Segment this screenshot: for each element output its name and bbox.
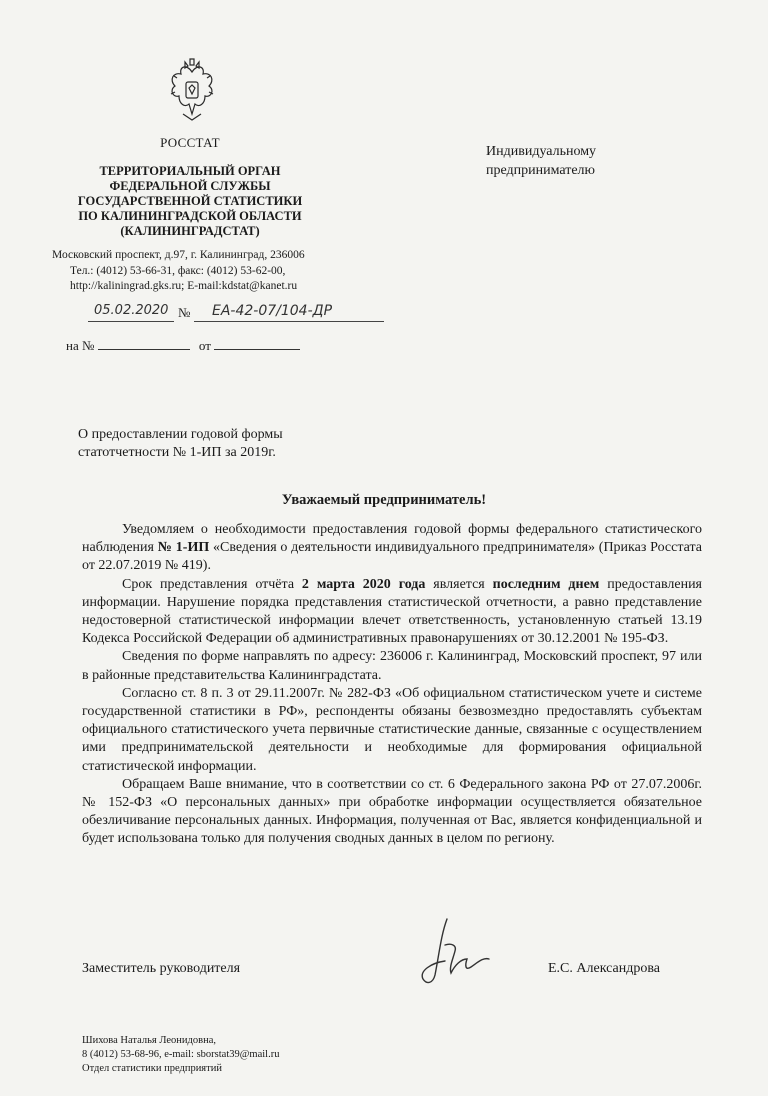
letter-body (82, 521, 702, 849)
text-run: предоставления информации. Нарушение порядка представления статистической отчетности, а равно представление недостоверной статистической информации влечет ответственность, установленную статьей 13.19 Кодекса Российской Федерации об административных правонарушениях от 30.12.2001 № 195-ФЗ. (82, 576, 702, 647)
subject-line: статотчетности № 1-ИП за 2019г. (78, 445, 276, 460)
subject-line: О предоставлении годовой формы (78, 427, 283, 442)
incoming-reference (66, 338, 300, 354)
deadline-date: 2 марта 2020 года (301, 576, 426, 592)
greeting: Уважаемый предприниматель! (281, 492, 487, 508)
text-run: Уведомляем о необходимости предоставления годовой формы федерального статистического наблюдения (82, 522, 702, 556)
body-paragraph: Обращаем Ваше внимание, что в соответствии со ст. 6 Федерального закона РФ от 27.07.2006г. № 152-ФЗ «О персональных данных» при обработке информации осуществляется обязательное обезличивание персональных данных. Информация, полученная от Вас, является конфиденциальной и будет использована только для получения сводных данных в целом по региону. (82, 776, 702, 847)
russian-coat-of-arms-icon (165, 58, 219, 124)
addressee-line: Индивидуальному (486, 144, 597, 159)
org-full-name (40, 164, 340, 239)
incoming-date-label: от (198, 338, 211, 353)
outgoing-date: 05.02.2020 (94, 303, 169, 318)
web-email-line: http://kaliningrad.gks.ru; E-mail:kdstat@kanet.ru (70, 280, 298, 292)
handwritten-signature-icon (405, 915, 505, 990)
body-paragraph (82, 521, 702, 576)
outgoing-number: ЕА-42-07/104-ДР (212, 303, 333, 319)
phone-line: Тел.: (4012) 53-66-31, факс: (4012) 53-62-00, (70, 264, 286, 277)
incoming-date-blank (214, 338, 300, 350)
body-paragraph: Сведения по форме направлять по адресу: 236006 г. Калининград, Московский проспект, 97 или в районные представительства Калининградстата. (82, 649, 702, 683)
org-line: ПО КАЛИНИНГРАДСКОЙ ОБЛАСТИ (78, 209, 302, 223)
text-run: Срок представления отчёта (122, 576, 302, 592)
number-label: № (178, 305, 191, 320)
org-line: ГОСУДАРСТВЕННОЙ СТАТИСТИКИ (77, 194, 303, 208)
signatory-name: Е.С. Александрова (548, 961, 661, 976)
executor-department: Отдел статистики предприятий (82, 1063, 222, 1074)
signatory-title: Заместитель руководителя (82, 961, 241, 976)
addressee-line: предпринимателю (486, 163, 596, 178)
form-code: № 1-ИП (157, 540, 210, 556)
body-paragraph (82, 576, 702, 649)
address-line: Московский проспект, д.97, г. Калининград, 236006 (52, 249, 305, 261)
org-line: ФЕДЕРАЛЬНОЙ СЛУЖБЫ (109, 179, 271, 193)
deadline-emphasis: последним днем (492, 576, 600, 592)
addressee (486, 142, 596, 180)
date-underline (88, 321, 174, 322)
letter-subject (78, 426, 283, 462)
org-short-name: РОССТАТ (160, 135, 220, 150)
org-line: (КАЛИНИНГРАДСТАТ) (120, 224, 260, 238)
number-underline (194, 321, 384, 322)
executor-info (82, 1034, 279, 1076)
org-contacts (52, 248, 342, 295)
outgoing-reference (82, 302, 402, 324)
org-line: ТЕРРИТОРИАЛЬНЫЙ ОРГАН (99, 164, 281, 178)
incoming-number-label: на № (66, 338, 95, 353)
body-paragraph: Согласно ст. 8 п. 3 от 29.11.2007г. № 282-ФЗ «Об официальном статистическом учете и системе государственной статистики в РФ», респонденты обязаны безвозмездно предоставлять субъектам официального статистического учета первичные статистические данные, связанные с осуществлением ими предпринимательской деятельности и необходимые для формирования официальной статистической информации. (82, 685, 702, 774)
text-run: является (425, 576, 493, 592)
text-run: «Сведения о деятельности индивидуального предпринимателя» (Приказ Росстата от 22.07.2019 № 419). (82, 540, 702, 574)
incoming-number-blank (98, 338, 190, 350)
executor-name: Шихова Наталья Леонидовна, (82, 1035, 216, 1046)
executor-contacts: 8 (4012) 53-68-96, e-mail: sborstat39@mail.ru (82, 1049, 280, 1060)
